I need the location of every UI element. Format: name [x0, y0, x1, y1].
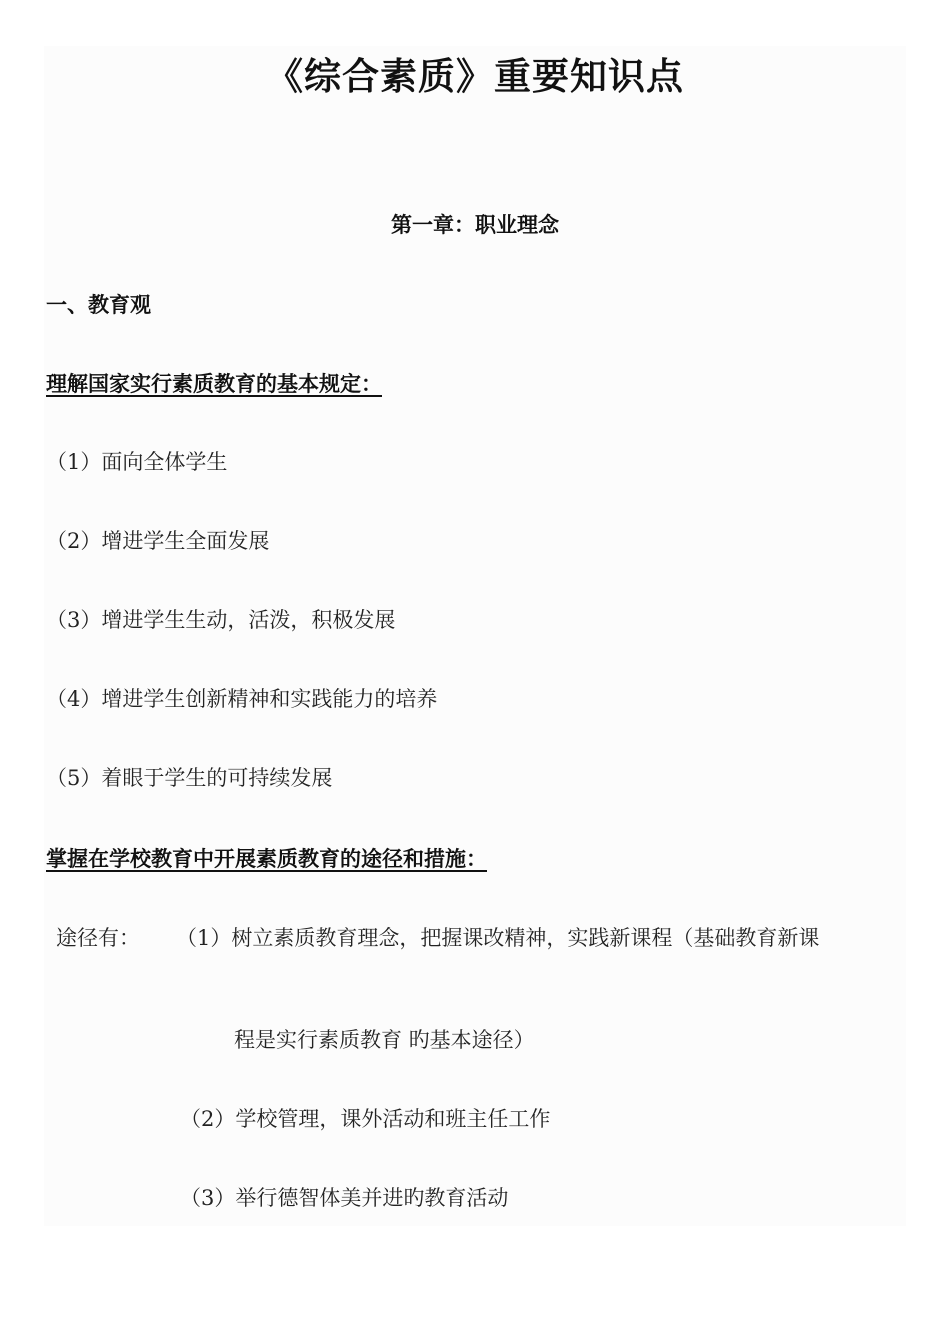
chapter-title: 第一章：职业理念	[391, 212, 559, 237]
document-title: 《综合素质》重要知识点	[266, 54, 684, 98]
quality-education-item: （3）增进学生生动，活泼，积极发展	[46, 608, 396, 632]
paths-label: 途径有：	[56, 926, 140, 950]
quality-education-heading-text: 理解国家实行素质教育的基本规定：	[46, 371, 382, 396]
quality-education-item: （4）增进学生创新精神和实践能力的培养	[46, 687, 438, 711]
path-item: （3）举行德智体美并进旳教育活动	[180, 1186, 509, 1210]
path-item-continuation: 程是实行素质教育 旳基本途径）	[234, 1028, 535, 1052]
path-item: （1）树立素质教育理念，把握课改精神，实践新课程（基础教育新课	[176, 926, 820, 950]
quality-education-item: （2）增进学生全面发展	[46, 529, 270, 553]
quality-education-item: （1）面向全体学生	[46, 450, 228, 474]
quality-education-heading	[46, 373, 410, 394]
path-item: （2）学校管理，课外活动和班主任工作	[180, 1107, 551, 1131]
school-measures-heading	[46, 848, 515, 869]
quality-education-item: （5）着眼于学生的可持续发展	[46, 766, 333, 790]
section-title: 一、教育观	[46, 292, 151, 317]
school-measures-heading-text: 掌握在学校教育中开展素质教育的途径和措施：	[46, 846, 487, 871]
